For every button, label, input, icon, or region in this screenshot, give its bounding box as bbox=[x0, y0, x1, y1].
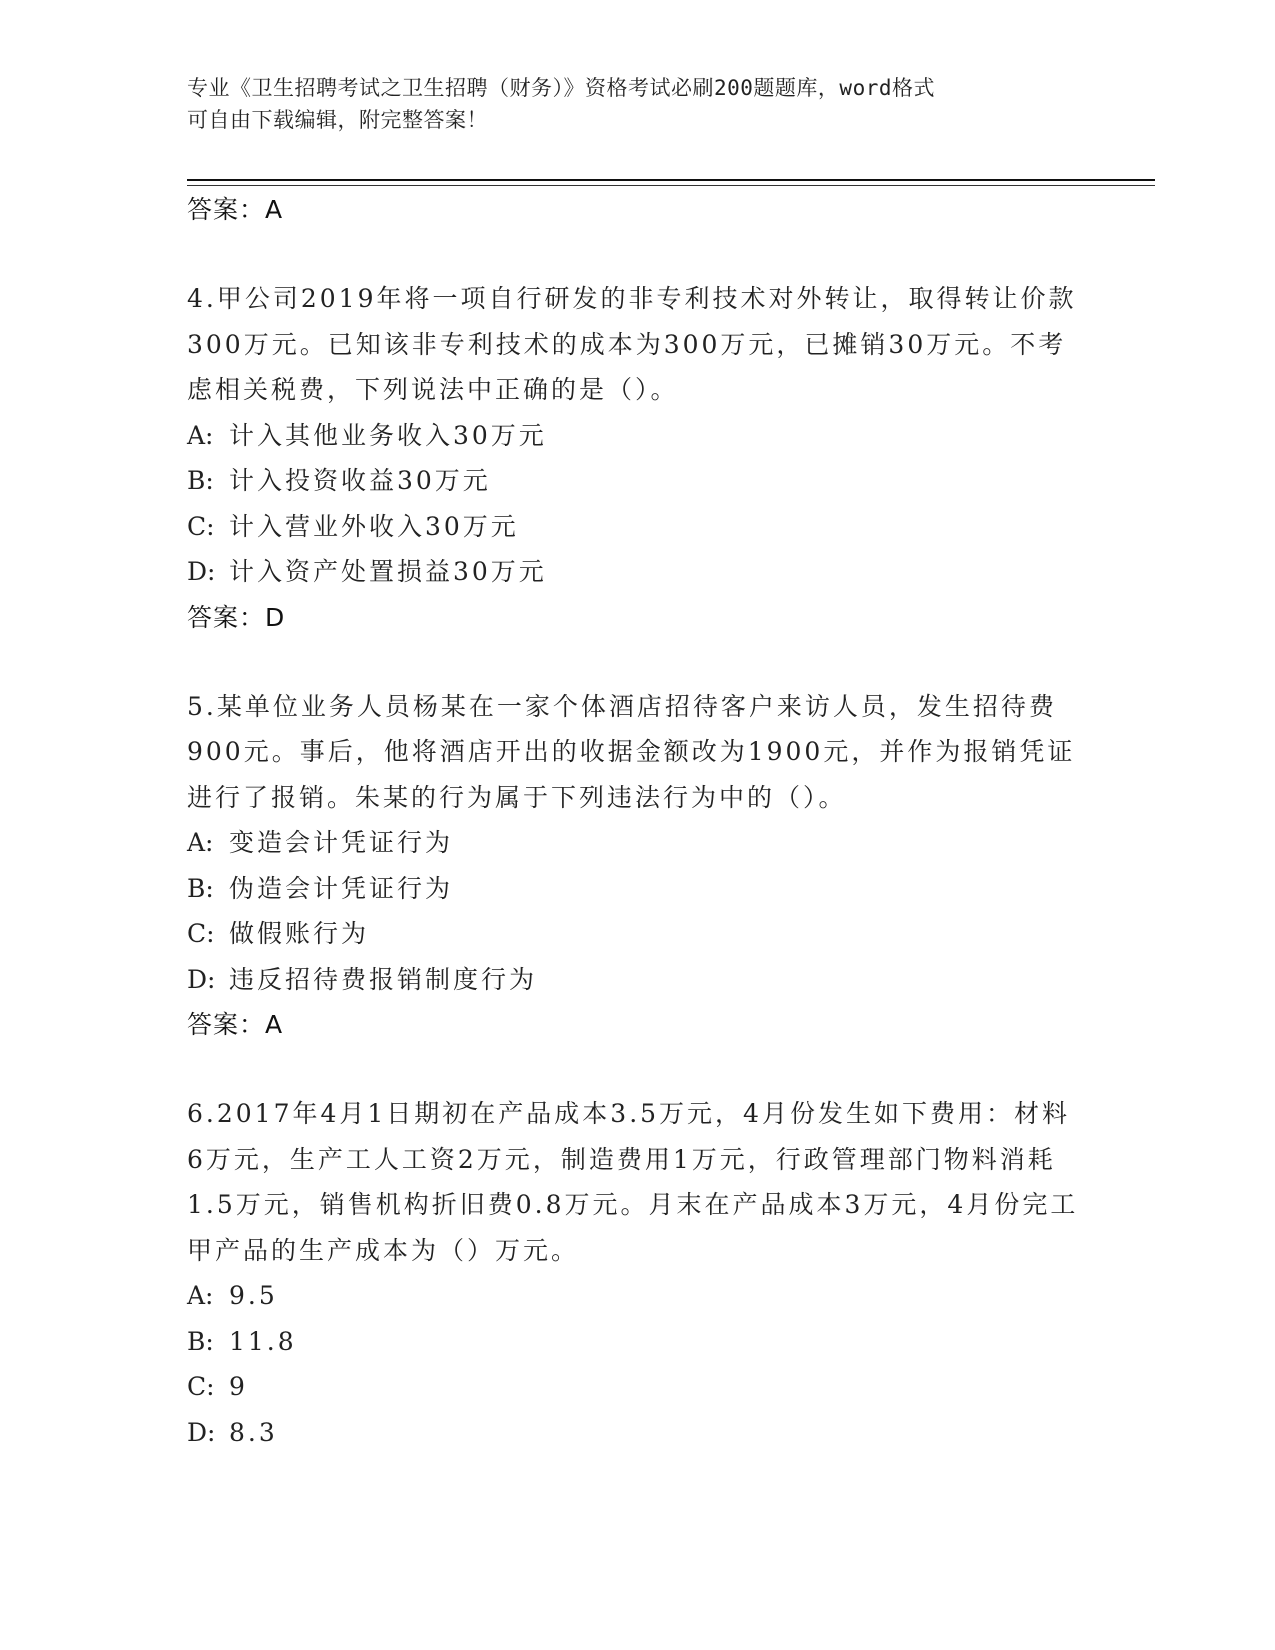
option-a bbox=[187, 1273, 1087, 1319]
option-b bbox=[187, 1319, 1087, 1365]
question-stem: 4.甲公司2019年将一项自行研发的非专利技术对外转让，取得转让价款300万元。已知该非专利技术的成本为300万元，已摊销30万元。不考虑相关税费，下列说法中正确的是（）。 bbox=[187, 284, 1077, 404]
option-letter: C: bbox=[187, 1372, 215, 1401]
option-c bbox=[187, 1364, 1087, 1410]
option-letter: B: bbox=[187, 466, 214, 495]
question-4 bbox=[187, 276, 1087, 641]
question-stem: 6.2017年4月1日期初在产品成本3.5万元，4月份发生如下费用：材料6万元，生产工人工资2万元，制造费用1万元，行政管理部门物料消耗1.5万元，销售机构折旧费0.8万元。月末在产品成本3万元，4月份完工甲产品的生产成本为（）万元。 bbox=[187, 1099, 1079, 1265]
option-a bbox=[187, 413, 1087, 459]
document-header bbox=[187, 72, 1087, 136]
option-text: 11.8 bbox=[229, 1326, 297, 1356]
option-text: 违反招待费报销制度行为 bbox=[229, 964, 538, 994]
option-text: 计入资产处置损益30万元 bbox=[229, 557, 547, 586]
option-letter: B: bbox=[187, 1326, 214, 1356]
header-divider-thin bbox=[187, 185, 1155, 186]
option-b bbox=[187, 458, 1087, 504]
option-letter: D: bbox=[187, 1417, 216, 1447]
option-text: 计入投资收益30万元 bbox=[229, 466, 491, 495]
option-c bbox=[187, 911, 1087, 957]
option-letter: C: bbox=[187, 919, 215, 948]
header-line-2: 可自由下载编辑，附完整答案！ bbox=[187, 108, 488, 132]
answer-previous-question: 答案：A bbox=[187, 195, 284, 224]
option-text: 计入营业外收入30万元 bbox=[229, 511, 519, 541]
question-stem: 5.某单位业务人员杨某在一家个体酒店招待客户来访人员，发生招待费900元。事后，他将酒店开出的收据金额改为1900元，并作为报销凭证进行了报销。朱某的行为属于下列违法行为中的（）。 bbox=[187, 691, 1076, 812]
question-answer: 答案：D bbox=[187, 602, 286, 632]
option-letter: D: bbox=[187, 964, 216, 994]
option-letter: B: bbox=[187, 873, 214, 903]
header-line-1: 专业《卫生招聘考试之卫生招聘（财务）》资格考试必刷200题题库，word格式 bbox=[187, 76, 935, 100]
option-text: 变造会计凭证行为 bbox=[229, 828, 454, 857]
question-answer: 答案：A bbox=[187, 1010, 284, 1039]
option-b bbox=[187, 866, 1087, 912]
option-d bbox=[187, 957, 1087, 1003]
option-letter: D: bbox=[187, 557, 216, 586]
option-text: 计入其他业务收入30万元 bbox=[229, 420, 547, 450]
question-5 bbox=[187, 684, 1087, 1049]
option-text: 9 bbox=[229, 1372, 248, 1401]
option-text: 9.5 bbox=[229, 1281, 278, 1310]
option-text: 做假账行为 bbox=[229, 919, 370, 948]
document-body bbox=[187, 187, 1087, 1455]
question-6 bbox=[187, 1091, 1087, 1455]
option-letter: C: bbox=[187, 511, 215, 541]
option-text: 伪造会计凭证行为 bbox=[229, 873, 454, 903]
option-letter: A: bbox=[187, 420, 214, 450]
option-letter: A: bbox=[187, 1281, 214, 1310]
option-a bbox=[187, 820, 1087, 866]
option-letter: A: bbox=[187, 828, 214, 857]
option-c bbox=[187, 504, 1087, 550]
header-divider-thick bbox=[187, 179, 1155, 181]
option-text: 8.3 bbox=[229, 1417, 278, 1447]
option-d bbox=[187, 549, 1087, 595]
option-d bbox=[187, 1410, 1087, 1456]
